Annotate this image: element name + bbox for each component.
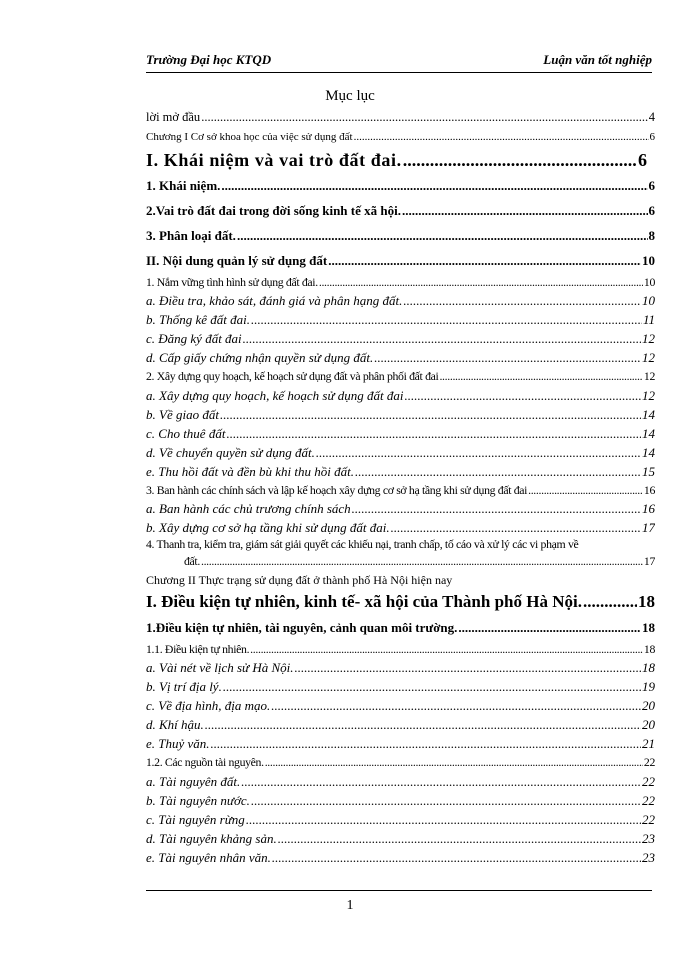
toc-leader <box>241 772 641 791</box>
toc-entry-page: 18 <box>638 591 655 611</box>
toc-entry[interactable] <box>146 291 655 310</box>
toc-entry[interactable] <box>146 791 655 810</box>
toc-entry[interactable] <box>146 108 655 127</box>
toc-entry-text: d. Về chuyển quyền sử dụng đất. <box>146 444 315 460</box>
toc-entry-text: c. Đăng ký đất đai <box>146 331 242 346</box>
toc-entry-text: 2. Xây dựng quy hoạch, kế hoạch sử dụng đất và phân phối đất đai <box>146 369 439 383</box>
toc-entry-text: 1.Điều kiện tự nhiên, tài nguyên, cảnh quan môi trường. <box>146 619 458 635</box>
toc-entry-page: 10 <box>642 252 655 268</box>
toc-leader <box>272 848 641 867</box>
toc-entry-text: 1. Khái niệm. <box>146 177 221 193</box>
toc-entry-text: Chương II Thực trạng sử dụng đất ở thành phố Hà Nội hiện nay <box>146 572 453 587</box>
toc-leader <box>295 658 641 677</box>
toc-leader <box>328 248 641 273</box>
toc-entry-page: 8 <box>648 227 655 243</box>
toc-entry[interactable] <box>146 753 655 772</box>
toc-entry-page: 12 <box>642 387 655 403</box>
toc-entry[interactable] <box>146 734 655 753</box>
toc-entry-page: 12 <box>642 350 655 365</box>
toc-leader <box>403 147 637 173</box>
toc-entry-page: 17 <box>643 554 655 568</box>
table-of-contents <box>146 108 655 867</box>
toc-entry-page: 18 <box>642 660 655 675</box>
toc-entry-page: 6 <box>649 130 655 143</box>
toc-entry[interactable] <box>146 348 655 367</box>
running-header <box>146 52 652 73</box>
toc-entry-text: d. Cấp giấy chứng nhận quyền sử dụng đất. <box>146 350 374 365</box>
toc-entry-page: 6 <box>638 149 647 170</box>
toc-entry-text: 3. Ban hành các chính sách và lập kế hoạch xây dựng cơ sở hạ tầng khi sử dụng đất đai <box>146 482 528 497</box>
toc-entry-page: 18 <box>642 619 655 635</box>
toc-entry[interactable] <box>146 829 655 848</box>
toc-entry-page: 11 <box>642 312 655 327</box>
toc-entry-page: 10 <box>642 293 655 308</box>
toc-leader <box>405 386 641 405</box>
header-school: Trường Đại học KTQD <box>146 52 272 67</box>
toc-entry-page: 6 <box>648 202 655 218</box>
toc-entry[interactable] <box>146 715 655 734</box>
toc-entry[interactable] <box>146 405 655 424</box>
toc-entry-text: a. Ban hành các chủ trương chính sách <box>146 501 351 516</box>
toc-entry-line1[interactable] <box>146 537 655 552</box>
toc-entry[interactable] <box>146 273 655 292</box>
toc-entry[interactable] <box>146 772 655 791</box>
toc-entry-text: b. Thống kê đất đai. <box>146 312 250 327</box>
toc-leader <box>278 829 641 848</box>
toc-leader <box>374 348 641 367</box>
toc-entry-text: d. Tài nguyên khảng sản. <box>146 830 277 846</box>
toc-entry[interactable] <box>146 677 655 696</box>
toc-entry[interactable] <box>146 198 655 223</box>
toc-leader <box>243 329 641 348</box>
toc-leader <box>403 291 641 310</box>
toc-leader <box>211 734 641 753</box>
toc-entry-text: c. Về địa hình, địa mạo. <box>146 698 271 713</box>
toc-leader <box>265 753 643 772</box>
toc-leader <box>246 810 641 829</box>
toc-entry-text: b. Vị trí địa lý. <box>146 679 222 694</box>
toc-leader <box>319 273 643 292</box>
toc-leader <box>201 552 643 571</box>
toc-entry-text: 1.2. Các nguồn tài nguyên. <box>146 755 264 769</box>
toc-leader <box>528 481 643 500</box>
toc-entry-page: 6 <box>648 177 655 193</box>
footer-rule <box>146 890 652 891</box>
toc-leader <box>251 791 641 810</box>
toc-entry-page: 20 <box>642 717 655 732</box>
toc-entry-page: 16 <box>642 501 655 516</box>
toc-chapter-heading[interactable] <box>146 571 655 589</box>
toc-entry[interactable] <box>146 424 655 443</box>
toc-entry[interactable] <box>146 810 655 829</box>
toc-entry-text: d. Khí hậu. <box>146 717 204 732</box>
toc-entry[interactable] <box>146 640 655 659</box>
toc-entry-text: đất. <box>184 554 200 568</box>
toc-leader <box>220 405 641 424</box>
toc-entry-page: 17 <box>642 520 655 535</box>
toc-entry-text: a. Điều tra, khảo sát, đánh giá và phân hạng đất. <box>146 293 403 308</box>
toc-leader <box>251 310 642 329</box>
toc-title: Mục lục <box>325 88 375 104</box>
toc-entry[interactable] <box>146 147 655 173</box>
toc-leader <box>583 589 637 615</box>
toc-entry-page: 12 <box>642 331 655 346</box>
toc-entry-text: lời mở đầu <box>146 110 201 124</box>
toc-leader <box>391 518 641 537</box>
page-number: 1 <box>346 898 354 913</box>
toc-entry[interactable] <box>146 248 655 273</box>
toc-entry-page: 20 <box>642 698 655 713</box>
toc-entry-page: 19 <box>642 679 655 694</box>
toc-leader <box>355 462 641 481</box>
toc-entry[interactable] <box>146 615 655 640</box>
toc-leader <box>205 715 641 734</box>
toc-entry-page: 18 <box>643 641 655 656</box>
toc-entry[interactable] <box>146 848 655 867</box>
toc-entry[interactable] <box>146 696 655 715</box>
toc-entry-text: b. Tài nguyên nước. <box>146 792 250 808</box>
toc-entry-text: b. Về giao đất <box>146 406 219 422</box>
header-thesis: Luận văn tốt nghiệp <box>543 52 652 67</box>
toc-entry-page: 22 <box>642 792 655 808</box>
toc-entry-text: a. Xây dựng quy hoạch, kế hoạch sử dụng đất đai <box>146 387 404 403</box>
toc-entry-page: 23 <box>642 830 655 846</box>
toc-entry-text: II. Nội dung quản lý sử dụng đất <box>146 252 328 268</box>
toc-entry[interactable] <box>146 310 655 329</box>
toc-entry-text: e. Tài nguyên nhân văn. <box>146 849 271 865</box>
toc-entry-page: 14 <box>642 425 655 441</box>
toc-entry-text: Chương I Cơ sở khoa học của việc sử dụng đất <box>146 130 353 143</box>
toc-leader <box>402 198 648 223</box>
toc-entry-page: 21 <box>642 736 655 751</box>
toc-entry[interactable] <box>146 386 655 405</box>
toc-entry-page: 14 <box>642 444 655 460</box>
toc-entry[interactable] <box>146 658 655 677</box>
toc-entry[interactable] <box>146 589 655 615</box>
toc-leader <box>271 696 641 715</box>
toc-entry-text: c. Tài nguyên rừng <box>146 811 245 827</box>
toc-entry-text: a. Vài nét về lịch sử Hà Nội. <box>146 660 294 675</box>
toc-entry-text: a. Tài nguyên đất. <box>146 773 241 789</box>
toc-leader <box>237 223 648 248</box>
toc-leader <box>221 173 647 198</box>
toc-entry[interactable] <box>146 443 655 462</box>
toc-entry-text: 4. Thanh tra, kiểm tra, giám sát giải quyết các khiếu nại, tranh chấp, tố cáo và xử lý các vi phạm về <box>146 537 579 551</box>
toc-entry-page: 14 <box>642 406 655 422</box>
toc-entry-text: 2.Vai trò đất đai trong đời sống kinh tế xã hội. <box>146 202 401 218</box>
toc-leader <box>352 499 641 518</box>
toc-entry-text: 1.1. Điều kiện tự nhiên. <box>146 641 250 656</box>
toc-entry-text: 3. Phân loại đất. <box>146 227 236 243</box>
toc-leader <box>458 615 641 640</box>
toc-leader <box>354 127 649 147</box>
toc-entry[interactable] <box>146 518 655 537</box>
toc-leader <box>250 640 643 659</box>
toc-entry-text: c. Cho thuê đất <box>146 425 226 441</box>
toc-entry-page: 16 <box>643 482 655 497</box>
toc-entry-page: 4 <box>648 110 655 124</box>
toc-entry-text: I. Điều kiện tự nhiên, kinh tế- xã hội của Thành phố Hà Nội. <box>146 591 582 611</box>
toc-entry-page: 15 <box>642 463 655 479</box>
toc-entry-text: I. Khái niệm và vai trò đất đai. <box>146 149 402 170</box>
toc-entry[interactable] <box>146 173 655 198</box>
toc-entry-text: 1. Nắm vững tình hình sử dụng đất đai. <box>146 274 318 289</box>
toc-entry[interactable] <box>146 462 655 481</box>
toc-entry[interactable] <box>146 367 655 386</box>
toc-entry-page: 10 <box>643 274 655 289</box>
toc-entry[interactable] <box>146 499 655 518</box>
toc-entry-text: e. Thuỷ văn. <box>146 736 210 751</box>
toc-leader <box>316 443 641 462</box>
toc-leader <box>201 108 648 127</box>
toc-entry-page: 22 <box>643 755 655 769</box>
toc-leader <box>223 677 641 696</box>
toc-entry-text: e. Thu hồi đất và đền bù khi thu hồi đất. <box>146 463 354 479</box>
toc-entry[interactable] <box>146 127 655 147</box>
toc-entry-line2[interactable] <box>146 552 655 571</box>
toc-entry[interactable] <box>146 329 655 348</box>
toc-entry-page: 22 <box>642 811 655 827</box>
toc-entry-page: 23 <box>642 849 655 865</box>
toc-entry-page: 12 <box>643 369 655 383</box>
toc-entry-page: 22 <box>642 773 655 789</box>
toc-leader <box>226 424 641 443</box>
toc-entry[interactable] <box>146 481 655 500</box>
toc-entry-text: b. Xây dựng cơ sở hạ tầng khi sử dụng đất đai. <box>146 520 390 535</box>
toc-entry[interactable] <box>146 223 655 248</box>
toc-leader <box>439 367 642 386</box>
